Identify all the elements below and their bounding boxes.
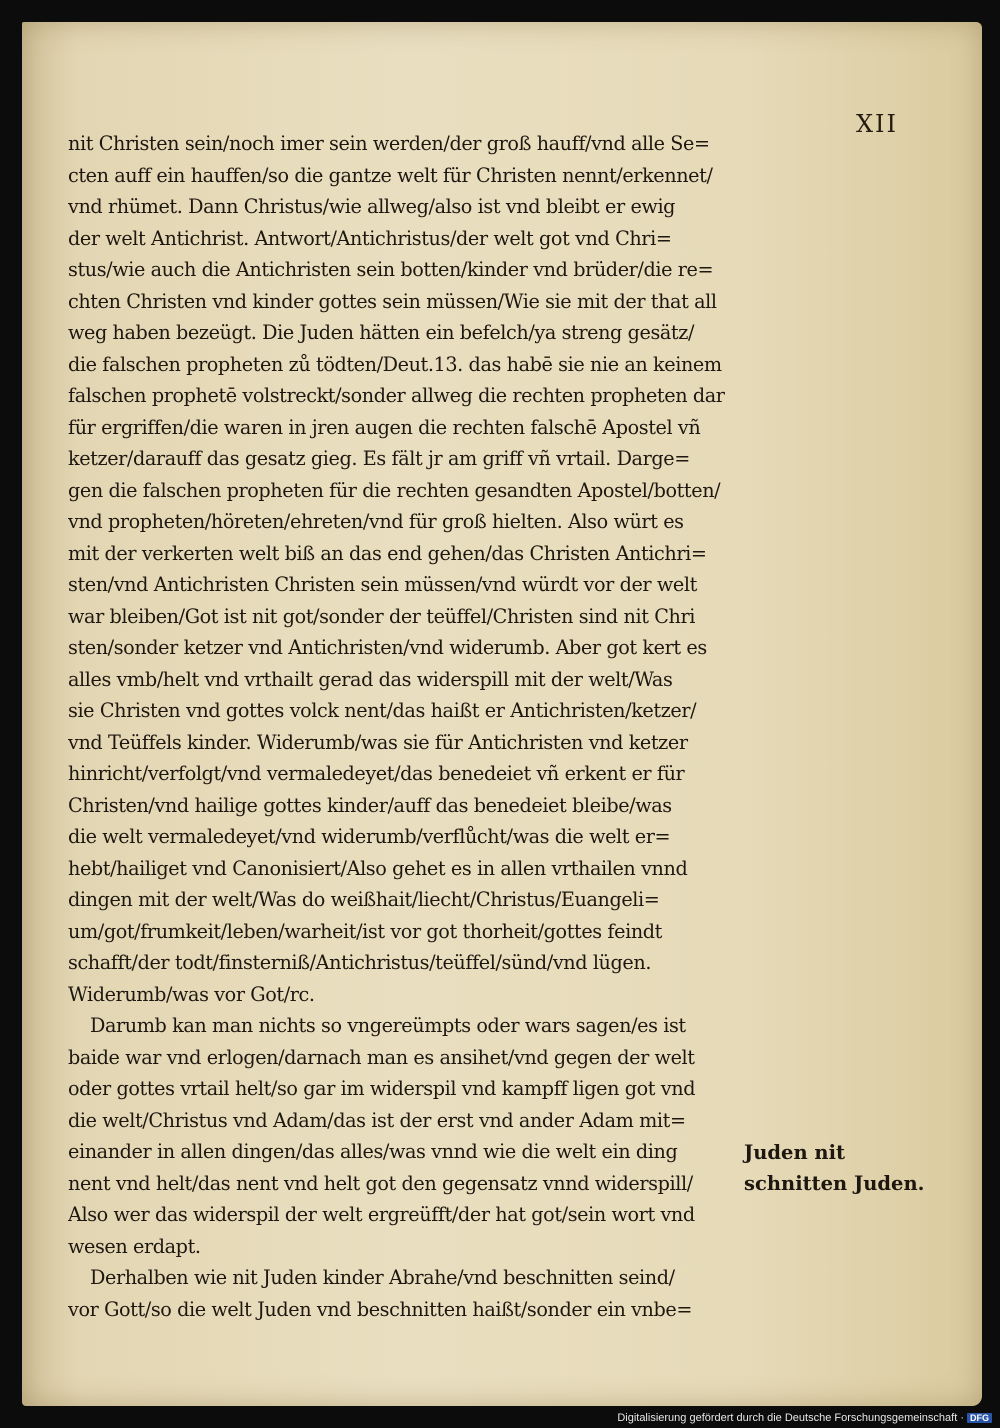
text-line: oder gottes vrtail helt/so gar im widerspil vnd kampff ligen got vnd xyxy=(68,1077,696,1100)
text-line: wesen erdapt. xyxy=(68,1234,201,1258)
text-line: schafft/der todt/finsterniß/Antichristus/teüffel/sünd/vnd lügen. xyxy=(68,951,652,974)
text-line: chten Christen vnd kinder gottes sein müssen/Wie sie mit der that all xyxy=(68,289,717,313)
margin-note-line: schnitten Juden. xyxy=(744,1172,925,1195)
text-line: nent vnd helt/das nent vnd helt got den gegensatz vnnd widerspill/ xyxy=(68,1171,693,1195)
text-line: um/got/frumkeit/leben/warheit/ist vor got thorheit/gottes feindt xyxy=(68,919,662,943)
text-line: weg haben bezeügt. Die Juden hätten ein befelch/ya streng gesätz/ xyxy=(68,321,695,344)
dfg-logo: DFG xyxy=(967,1413,992,1423)
body-text xyxy=(68,128,758,1325)
text-line: vnd propheten/höreten/ehreten/vnd für groß hielten. Also würt es xyxy=(68,510,684,533)
text-line: die welt/Christus vnd Adam/das ist der erst vnd ander Adam mit= xyxy=(68,1108,686,1132)
text-line: ketzer/darauff das gesatz gieg. Es fält jr am griff vñ vrtail. Darge= xyxy=(68,447,690,470)
text-line: hinricht/verfolgt/vnd vermaledeyet/das benedeiet vñ erkent er für xyxy=(68,762,685,785)
text-line: falschen prophetē volstreckt/sonder allweg die rechten propheten dar xyxy=(68,384,725,407)
text-line: Also wer das widerspil der welt ergreüfft/der hat got/sein wort vnd xyxy=(68,1203,695,1226)
text-line: gen die falschen propheten für die rechten gesandten Apostel/botten/ xyxy=(68,478,721,502)
text-line: sten/sonder ketzer vnd Antichristen/vnd widerumb. Aber got kert es xyxy=(68,636,707,659)
text-line: hebt/hailiget vnd Canonisiert/Also gehet es in allen vrthailen vnnd xyxy=(68,856,688,880)
text-line: stus/wie auch die Antichristen sein botten/kinder vnd brüder/die re= xyxy=(68,258,714,281)
book-page xyxy=(22,22,982,1406)
text-line: Derhalben wie nit Juden kinder Abrahe/vnd beschnitten seind/ xyxy=(90,1266,675,1289)
credit-text: Digitalisierung gefördert durch die Deutsche Forschungsgemeinschaft · xyxy=(617,1412,964,1424)
text-line: für ergriffen/die waren in jren augen die rechten falschē Apostel vñ xyxy=(68,415,701,439)
text-line: die welt vermaledeyet/vnd widerumb/verflůcht/was die welt er= xyxy=(68,825,671,848)
folio-number: XII xyxy=(855,110,898,138)
funding-credit xyxy=(617,1412,992,1424)
text-line: Christen/vnd hailige gottes kinder/auff das benedeiet bleibe/was xyxy=(68,793,672,817)
text-line: sie Christen vnd gottes volck nent/das haißt er Antichristen/ketzer/ xyxy=(68,699,697,722)
text-line: vor Gott/so die welt Juden vnd beschnitten haißt/sonder ein vnbe= xyxy=(68,1297,693,1321)
text-line: die falschen propheten zů tödten/Deut.13. das habē sie nie an keinem xyxy=(68,352,722,376)
text-line: sten/vnd Antichristen Christen sein müssen/vnd würdt vor der welt xyxy=(68,573,697,596)
text-line: mit der verkerten welt biß an das end gehen/das Christen Antichri= xyxy=(68,541,707,565)
text-line: Widerumb/was vor Got/rc. xyxy=(68,982,315,1006)
text-line: Darumb kan man nichts so vngereümpts oder wars sagen/es ist xyxy=(90,1014,686,1037)
text-line: einander in allen dingen/das alles/was vnnd wie die welt ein ding xyxy=(68,1140,678,1163)
margin-note-line: Juden nit xyxy=(744,1141,846,1164)
text-line: cten auff ein hauffen/so die gantze welt für Christen nennt/erkennet/ xyxy=(68,163,713,187)
margin-note xyxy=(744,1137,924,1199)
footer-bar xyxy=(0,1406,1000,1428)
text-line: vnd rhümet. Dann Christus/wie allweg/also ist vnd bleibt er ewig xyxy=(68,195,676,218)
text-line: der welt Antichrist. Antwort/Antichristus/der welt got vnd Chri= xyxy=(68,226,672,250)
text-line: alles vmb/helt vnd vrthailt gerad das widerspill mit der welt/Was xyxy=(68,667,673,691)
text-line: nit Christen sein/noch imer sein werden/der groß hauff/vnd alle Se= xyxy=(68,132,710,155)
text-line: vnd Teüffels kinder. Widerumb/was sie für Antichristen vnd ketzer xyxy=(68,730,688,754)
text-line: dingen mit der welt/Was do weißhait/liecht/Christus/Euangeli= xyxy=(68,888,660,911)
text-line: baide war vnd erlogen/darnach man es ansihet/vnd gegen der welt xyxy=(68,1045,695,1069)
text-line: war bleiben/Got ist nit got/sonder der teüffel/Christen sind nit Chri xyxy=(68,604,695,628)
